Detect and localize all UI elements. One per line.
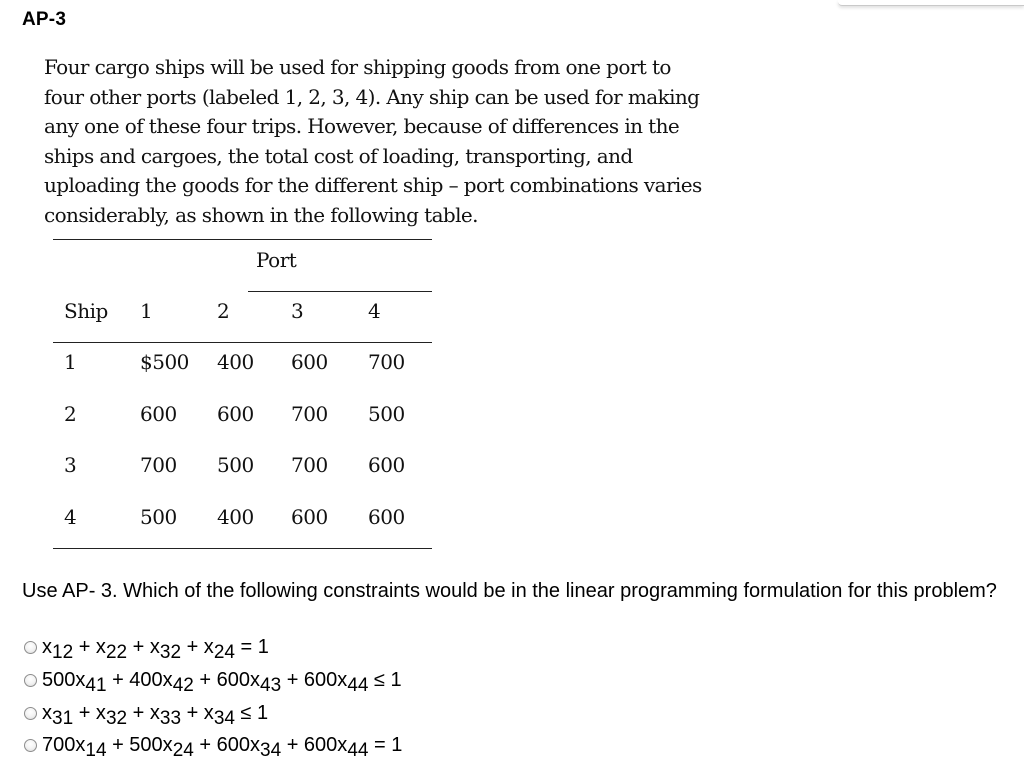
answer-option-2[interactable]: [24, 666, 402, 694]
subscript: 12: [52, 641, 74, 663]
table-cell: 700: [368, 350, 405, 374]
table-cell: 500: [217, 453, 254, 477]
column-header: 3: [291, 299, 304, 323]
table-cell: 600: [368, 453, 405, 477]
option-label: $x_{12} + x_{22} + x_{32} + x_{24} = 1$: [42, 635, 269, 663]
subscript: 24: [172, 739, 194, 761]
table-cell: 500: [140, 505, 177, 529]
radio-button[interactable]: [24, 674, 37, 687]
window-edge: [838, 0, 1024, 6]
question-text: Use AP- 3. Which of the following constraints would be in the linear programming formulation for this problem?: [22, 580, 997, 602]
problem-heading: AP-3: [22, 9, 67, 30]
ship-header: Ship: [64, 299, 108, 323]
option-label: $500x_{41} + 400x_{42} + 600x_{43} + 600x_{44} \le 1$: [42, 668, 402, 696]
problem-line: considerably, as shown in the following table.: [44, 202, 478, 227]
column-header: 2: [217, 299, 230, 323]
option-label: $700x_{14} + 500x_{24} + 600x_{34} + 600x_{44} = 1$: [42, 733, 403, 761]
subscript: 32: [105, 707, 128, 729]
port-underline: [248, 291, 432, 292]
problem-statement: [44, 53, 824, 231]
problem-line: Four cargo ships will be used for shipping goods from one port to: [44, 55, 671, 79]
column-header: 1: [140, 299, 153, 323]
radio-button[interactable]: [24, 641, 37, 654]
subscript: 33: [159, 707, 182, 729]
table-cell: 600: [291, 505, 328, 529]
row-ship: 1: [64, 350, 77, 374]
header-rule: [53, 342, 432, 343]
problem-line: four other ports (labeled 1, 2, 3, 4). Any ship can be used for making: [44, 84, 700, 109]
option-label: $x_{31} + x_{32} + x_{33} + x_{34} \le 1$: [42, 701, 269, 729]
table-cell: 400: [217, 505, 254, 529]
problem-line: any one of these four trips. However, because of differences in the: [44, 114, 680, 139]
answer-option-4[interactable]: [24, 731, 402, 759]
problem-line: uploading the goods for the different ship – port combinations varies: [44, 173, 702, 198]
table-cell: 500: [368, 402, 405, 426]
subscript: 44: [347, 674, 369, 696]
table-cell: 700: [291, 402, 328, 426]
port-header: Port: [256, 248, 297, 272]
table-cell: 700: [140, 453, 177, 477]
table-bottom-rule: [53, 548, 432, 549]
answer-option-3[interactable]: [24, 699, 268, 727]
subscript: 14: [85, 739, 107, 761]
radio-button[interactable]: [24, 739, 37, 752]
row-ship: 3: [64, 453, 77, 477]
table-cell: 600: [368, 505, 405, 529]
subscript: 42: [172, 674, 194, 696]
table-cell: 400: [217, 350, 254, 374]
subscript: 41: [85, 674, 107, 696]
subscript: 32: [159, 641, 182, 663]
table-cell: 600: [217, 402, 254, 426]
subscript: 43: [260, 674, 282, 696]
subscript: 22: [105, 641, 128, 663]
subscript: 24: [213, 641, 235, 663]
table-cell: $500: [140, 350, 189, 374]
table-top-rule: [53, 239, 432, 240]
subscript: 44: [347, 739, 369, 761]
subscript: 34: [260, 739, 282, 761]
problem-line: ships and cargoes, the total cost of loading, transporting, and: [44, 143, 633, 168]
subscript: 34: [213, 707, 235, 729]
row-ship: 2: [64, 402, 77, 426]
answer-option-1[interactable]: [24, 633, 269, 661]
radio-button[interactable]: [24, 707, 37, 720]
column-header: 4: [368, 299, 381, 323]
subscript: 31: [52, 707, 74, 729]
row-ship: 4: [64, 505, 77, 529]
table-cell: 600: [291, 350, 328, 374]
table-cell: 700: [291, 453, 328, 477]
table-cell: 600: [140, 402, 177, 426]
